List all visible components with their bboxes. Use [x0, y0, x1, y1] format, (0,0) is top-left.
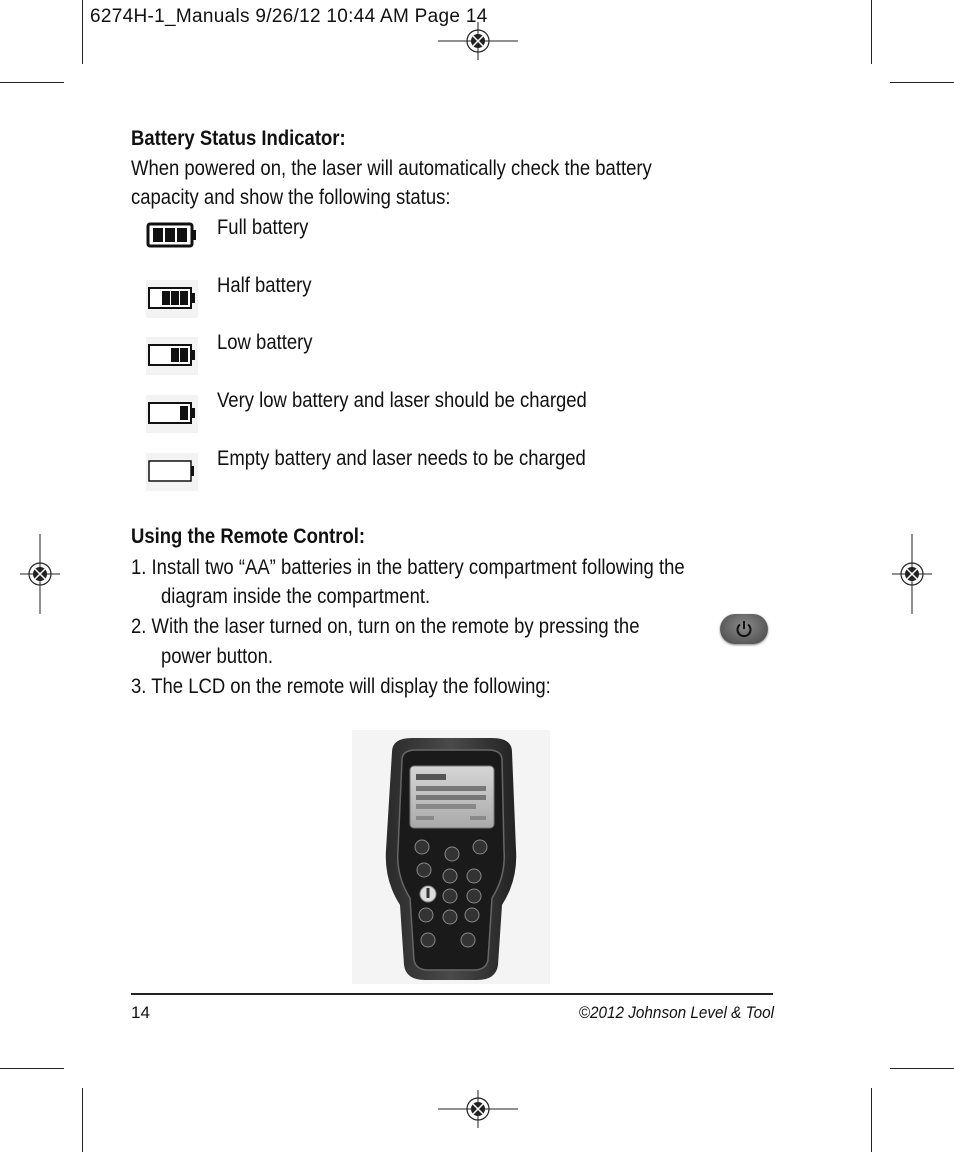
low-battery-icon [146, 337, 198, 375]
battery-status-row [146, 449, 746, 489]
crop-mark [890, 1068, 954, 1069]
crop-mark [0, 1068, 64, 1069]
battery-section-heading: Battery Status Indicator: [131, 127, 346, 150]
battery-intro-line: capacity and show the following status: [131, 186, 451, 209]
crop-mark [871, 0, 872, 64]
crop-mark [0, 82, 64, 83]
crop-mark [82, 1088, 83, 1152]
battery-status-label: Empty battery and laser needs to be charged [217, 447, 586, 470]
battery-status-row [146, 391, 746, 431]
registration-mark-icon [892, 534, 932, 614]
copyright-notice: ©2012 Johnson Level & Tool [578, 1003, 774, 1022]
remote-section-heading: Using the Remote Control: [131, 525, 366, 548]
battery-status-label: Very low battery and laser should be charged [217, 389, 587, 412]
power-button-graphic [720, 614, 768, 644]
battery-status-row [146, 276, 746, 316]
registration-mark-icon [438, 1090, 518, 1128]
battery-status-label: Full battery [217, 216, 309, 239]
remote-control-image [352, 730, 550, 984]
crop-mark [890, 82, 954, 83]
remote-step-1: 1. Install two “AA” batteries in the battery compartment following the [131, 556, 685, 579]
battery-status-label: Half battery [217, 274, 312, 297]
battery-status-row [146, 333, 746, 373]
print-slug: 6274H-1_Manuals 9/26/12 10:44 AM Page 14 [90, 6, 488, 27]
registration-mark-icon [20, 534, 60, 614]
footer-rule [131, 993, 773, 995]
page-number: 14 [131, 1003, 150, 1022]
crop-mark [871, 1088, 872, 1152]
remote-step-1-continued: diagram inside the compartment. [161, 585, 431, 608]
battery-status-row [146, 218, 746, 258]
battery-status-label: Low battery [217, 331, 313, 354]
battery-intro-line: When powered on, the laser will automatically check the battery [131, 157, 652, 180]
remote-step-2-continued: power button. [161, 645, 273, 668]
half-battery-icon [146, 280, 198, 318]
empty-battery-icon [146, 453, 198, 491]
full-battery-icon [146, 218, 198, 256]
power-icon [734, 619, 754, 639]
crop-mark [82, 0, 83, 64]
remote-step-2: 2. With the laser turned on, turn on the remote by pressing the [131, 615, 640, 638]
very-low-battery-icon [146, 395, 198, 433]
remote-step-3: 3. The LCD on the remote will display the following: [131, 675, 551, 698]
